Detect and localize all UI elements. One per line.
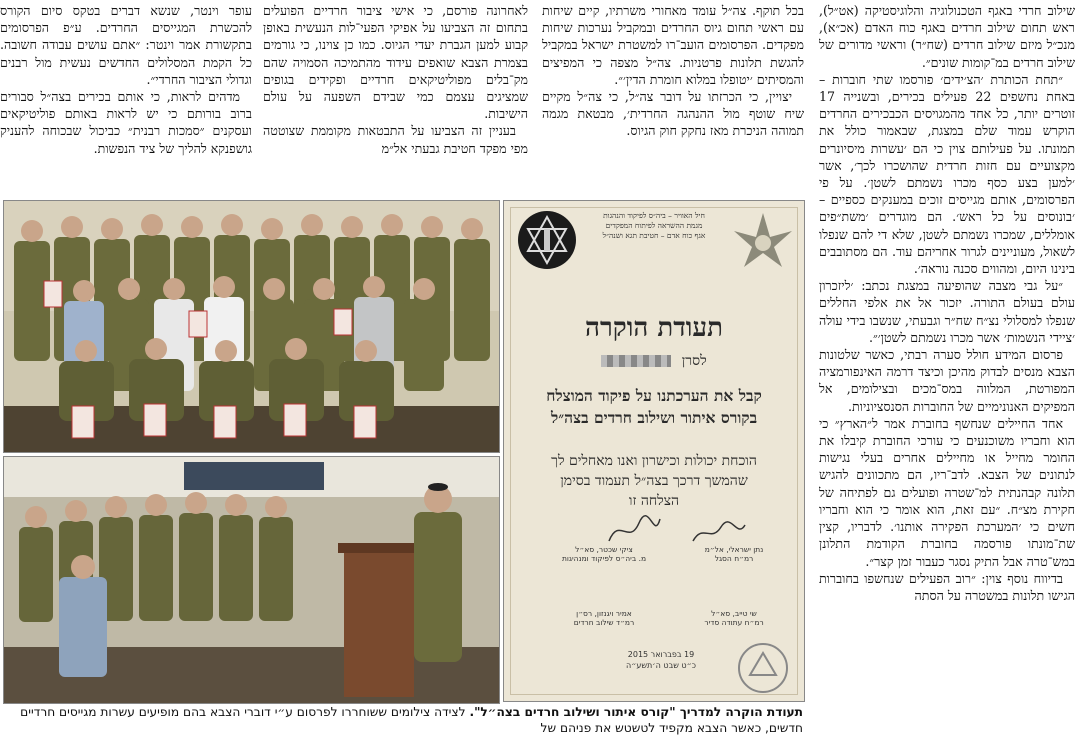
air-force-emblem-icon bbox=[730, 207, 796, 273]
signature-block bbox=[679, 545, 789, 563]
lecture-photo-illustration bbox=[4, 457, 499, 703]
certificate-header-line: אגף כוח אדם – חטיבת תגא ושנה״ל bbox=[602, 231, 706, 240]
signature-name: נתן ישראלי, אל״מ bbox=[704, 545, 764, 554]
certificate-body-line: שהמשך דרכך בצה״ל תעמוד בסימן bbox=[560, 473, 748, 489]
signature-name: אמיר ויגנזון, רס״ן bbox=[576, 609, 632, 618]
date-day: 19 bbox=[684, 650, 695, 659]
certificate-body-line: הוכחת יכולות וכישרון ואנו מאחלים לך bbox=[551, 453, 757, 469]
signature-block bbox=[539, 545, 669, 563]
lecture-hall-photo bbox=[3, 456, 500, 704]
col1-paragraph: בדיווח נוסף צוין: ״רוב הפעילים שנחשפו בחוברות הגישו תלונות במשטרה על הסתה bbox=[819, 570, 1075, 603]
article-column-3 bbox=[263, 2, 528, 192]
signature-name: שי טייב, סא״ל bbox=[711, 609, 757, 618]
date-month: בפברואר bbox=[650, 650, 682, 659]
col1-paragraph: ״על גבי מצבה שהופיעה במצגת נכתב: ׳ליזכרון עולם בעולם התורה. יזכור אל את אלפי החללים שנפלו למסלולי נצ״ח שח״ר וגבעתי, שנשבו בידי עולה ׳ציידי הנשמות׳ אשר מכרו נשמתם לשטן׳״. bbox=[819, 278, 1075, 345]
photo-caption bbox=[3, 704, 803, 736]
certificate-body-line: בקורס איתור ושילוב חרדים בצה״ל bbox=[550, 408, 758, 427]
col3-paragraph: בעניין זה הצביעו על התבטאות מקוממת שצוטטה מפי מפקד חטיבת גבעתי אל״מ bbox=[263, 123, 528, 156]
article-column-1 bbox=[819, 2, 1075, 738]
signature-name: ציקי שכטר, סא״ל bbox=[575, 545, 633, 554]
article-column-2 bbox=[542, 2, 804, 192]
certificate-date-gregorian bbox=[596, 649, 726, 660]
group-photo-soldiers bbox=[3, 200, 500, 453]
certificate-body-main bbox=[514, 385, 794, 429]
col1-paragraph: פרסום המידע חולל סערה רבתי, כאשר שלטונות הצבא מנסים לבדוק מהיכן וכיצד דרמה האינפורמציה המפורטת, המלווה במס־מכים ובצילומים, אל המפיקים האנונימיים של החוברות הסנסציוניות. bbox=[819, 347, 1075, 414]
certificate-body-wish bbox=[514, 451, 794, 511]
certificate-title: תעודת הוקרה bbox=[585, 313, 723, 343]
signature-role: מ. ביה״ס לפיקוד ומנהיגות bbox=[561, 554, 647, 563]
certificate-image bbox=[503, 200, 805, 702]
col1-paragraph: שילוב חרדי באגף הטכנולוגיה והלוגיסטיקה (אט״ל), ראש תחום שילוב חרדים באגף כוח האדם (אכ״א), מנכ״ל מיזם שילוב חרדים (שח״ר) וראשי מדורים של שילוב חרדים במ־קומות שונים״. bbox=[819, 3, 1075, 70]
col3-paragraph: לאחרונה פורסם, כי אישי ציבור חרדיים הפועלים בתחום זה הצביעו על אפיקי הפעי־לות הנעשית באופן קבוע למען הגברת יעדי הגיוס. כמו כן צוינו, כי גורמים בצמרת הצבא שואפים עידוד מהתמיכה הסמויה שהם מק־בלים מפוליטיקאים חרדיים ופקידים בגופים שמציגים עצמם כמי שבידם השפעה על עולם הישיבות. bbox=[263, 3, 528, 122]
col2-paragraph: בכל תוקף. צה״ל עומד מאחורי משרתיו, קיים שיחות עם ראשי תחום גיוס החרדים ובמקביל נערכות שיחות מפקדים. הפרסומים הועב־רו למשטרת ישראל במקביל להגשת תלונות פרטניות. צה״ל מצפה כי המפיצים והמסיתים ׳יטופלו במלוא חומרת הדין׳״. bbox=[542, 3, 804, 87]
blurred-name bbox=[601, 355, 671, 367]
unit-stamp-icon bbox=[736, 641, 790, 695]
recipient-prefix: לסרן bbox=[681, 353, 707, 369]
signature-role: רמ״ד שילוב חרדים bbox=[573, 618, 635, 627]
certificate-recipient bbox=[564, 353, 744, 370]
group-photo-illustration bbox=[4, 201, 499, 452]
certificate-header bbox=[584, 211, 724, 241]
certificate-header-line: מגמת ההשראה לפיתוח המפקדים bbox=[605, 221, 703, 230]
signature-role: רמ״ח הסגל bbox=[714, 554, 754, 563]
certificate-body-line: קבל את הערכתנו על פיקוד המוצלח bbox=[546, 386, 762, 405]
certificate-body-line: הצלחה זו bbox=[628, 493, 680, 509]
certificate-header-line: חיל האוויר – ביה״ס לפיקוד והנהגות bbox=[603, 211, 705, 220]
caption-bold: תעודת הוקרה למדריך "קורס איתור ושילוב חרדים בצה״ל". bbox=[469, 705, 803, 719]
article-column-4 bbox=[0, 2, 252, 192]
col1-paragraph: ״תחת הכותרת ׳הצ׳ידים׳ פורסמו שתי חוברות – באחת נחשפים 22 פעילים בכירים, ובשנייה 17 זוטרים יותר, כל אחד מהמגויסים הכבכירים החרדים הוקרש עמוד שלם במצגת, שבאמור כולל את תמונתו. על פעילותם צוין כי הם ׳עשרות מיסיונרים מקצועיים עם חזות חרדית שהושכרו לכך׳, אשר ׳למען בצע כסף מכרו נשמתם לשטן׳. על פי הפרסומים, אותם מגייסים זוכים במענקים כספיים – ׳בונוסים על כל ראש׳. הם מוגדרים ׳משת״פים אומללים, שמכרו נשמתם לשטן, שלא די להם שנפלו לשאול, מעוניינים לגרור אחריהם עוד. הם מסתובבים בינינו היום, ומהווים סכנה נוראה׳. bbox=[819, 71, 1075, 277]
signature-block bbox=[539, 609, 669, 627]
caption-text: לצידה צילומים ששוחררו לפרסום ע״י דוברי הצבא בהם מופיעים עשרות מגייסים חרדיים חדשים, כאשר הצבא מקפיד לטשטש את פניהם של bbox=[20, 705, 803, 735]
col1-paragraph: אחד החיילים שנחשף בחוברת אמר ל״הארץ״ כי הוא וחבריו משוכנעים כי עורכי החוברת קיבלו את החומר מחייל או מחיילים אחרים בעלי נגישות לנתונים של הצבא. לדב־ריו, הם מתכוונים להגיש תלונה קבהנתית למ־שטרה ופועלים גם לפתיחה של חקירת מצ״ח. ״עם זאת, הוא אומר כי הוא וחבריו חשים כי ׳המערכת הפקירה אותנו׳. לדבריו, קצין שת־מונתו פורסמה בחוברת הקודמת התלונן במש־טרה אבל התיק נסגר כעבור זמן קצר״. bbox=[819, 415, 1075, 569]
signature-role: רמ״ח עתודה סדיר bbox=[704, 618, 764, 627]
certificate-date bbox=[596, 649, 726, 671]
date-year: 2015 bbox=[627, 650, 649, 659]
col4-paragraph: מדהים לראות, כי אותם בכירים בצה״ל סבורים ברוב בורותם כי יש לראות באותם פוליטיקאים ועסקנים ״סמכות רבנית״ כביכול שבכוחה להעניק גושפנקא להליך של ציד הנפשות. bbox=[0, 89, 252, 156]
idf-emblem-icon bbox=[516, 209, 578, 271]
signature-block bbox=[679, 609, 789, 627]
col2-paragraph: יצויין, כי הכרזתו על דובר צה״ל, כי צה״ל מקיים שיח שוטף מול ההנהגה החרדית׳, מבטאת מגמה תמוהה הניכרת מאז נחקק חוק הגיוס. bbox=[542, 89, 804, 139]
col4-paragraph: עופר וינטר, שנשא דברים בטקס סיום הקורס להכשרת המגייסים החרדים. ע״פ הפרסומים בתקשורת אמר וינטר: ״אתם עושים עבודה חשובה. כל הקמת המסלולים החדשים נעשית מול רבנים וגדולי הציבור החרדי״. bbox=[0, 3, 252, 87]
certificate-date-hebrew: כ״ט שבט ה׳תשע״ה bbox=[625, 661, 696, 670]
